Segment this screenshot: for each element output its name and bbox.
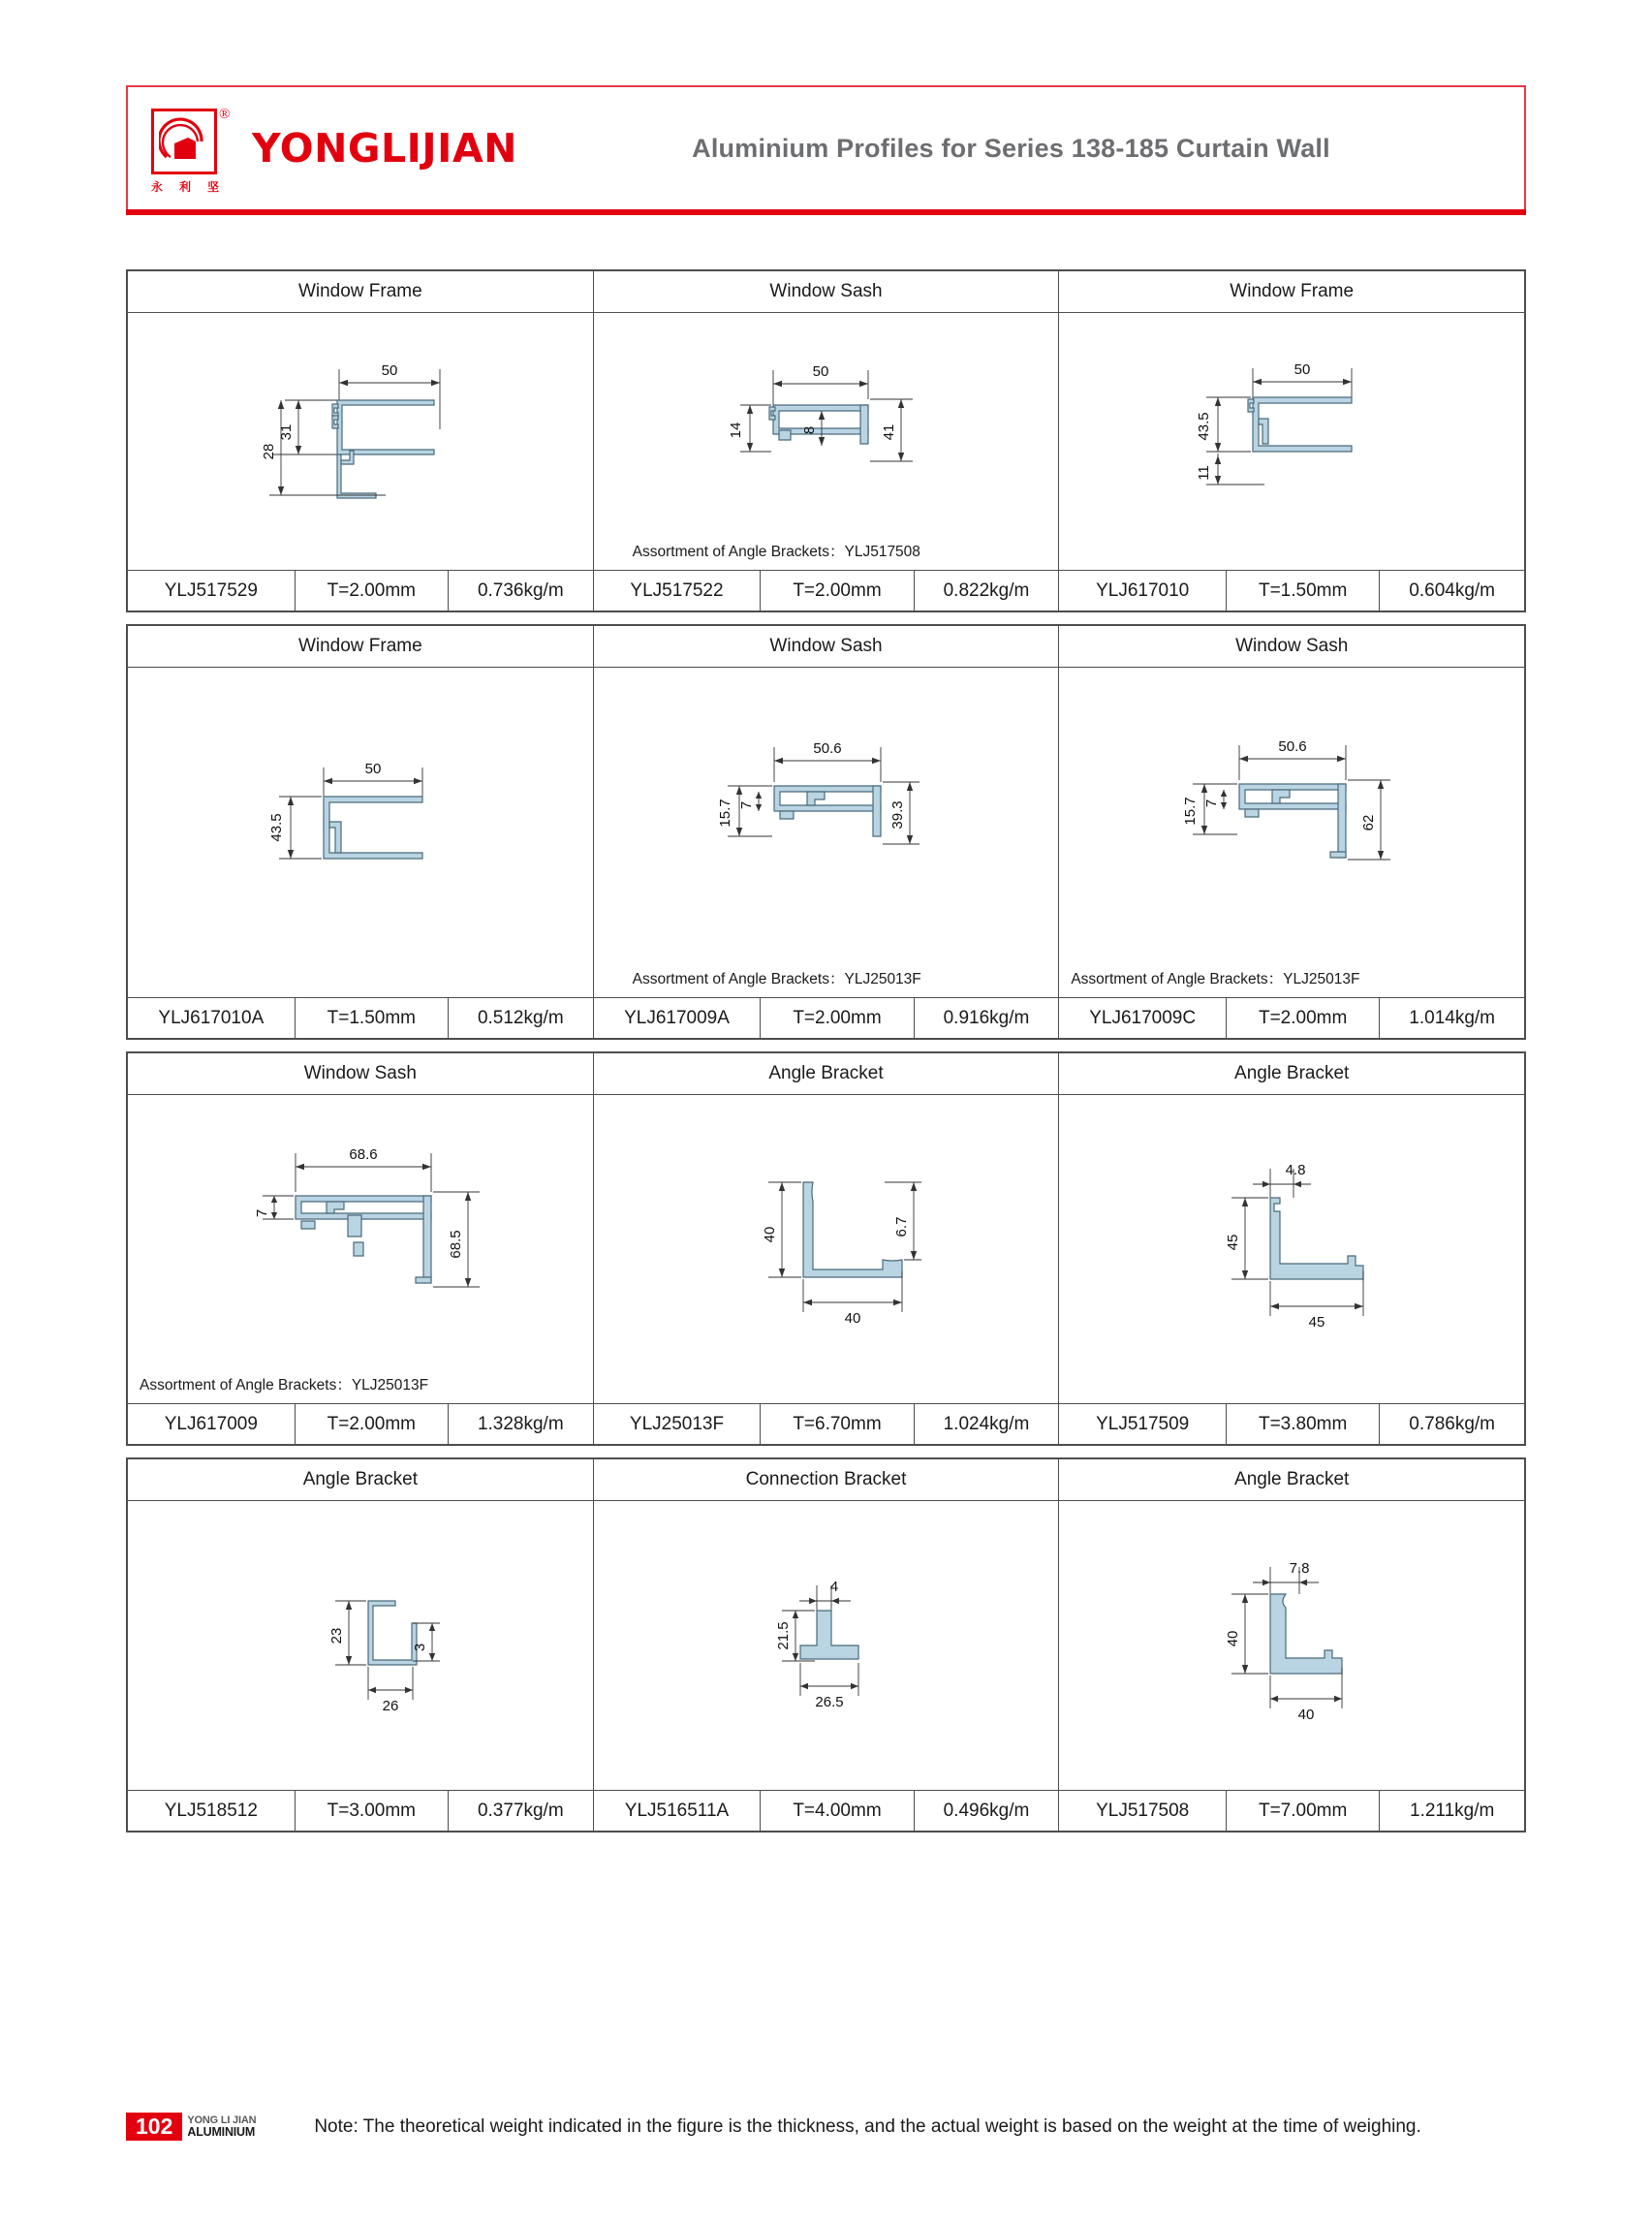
logo-swoosh-icon — [159, 116, 209, 167]
category-label: Angle Bracket — [128, 1459, 594, 1500]
profile-drawing — [594, 1501, 1059, 1790]
company-logo — [128, 107, 517, 194]
spec-row — [128, 1403, 1524, 1444]
profile-weight: 0.496kg/m — [943, 1800, 1030, 1821]
profile-cell — [594, 1095, 1060, 1403]
profile-thickness: T=3.80mm — [1227, 1404, 1380, 1444]
category-label: Window Sash — [128, 1053, 594, 1094]
profile-code: YLJ517509 — [1059, 1404, 1227, 1444]
footer-brand — [187, 2115, 256, 2139]
spec-row — [128, 997, 1524, 1038]
category-label: Window Sash — [594, 271, 1060, 312]
svg-text:45: 45 — [1308, 1313, 1325, 1331]
svg-text:62: 62 — [1360, 814, 1378, 830]
profile-cell — [128, 313, 594, 570]
logo-cn-char-3: 坚 — [206, 180, 219, 194]
profile-drawing — [128, 668, 593, 997]
category-header-row — [128, 1053, 1524, 1095]
spec-group — [1059, 998, 1524, 1038]
svg-text:50: 50 — [812, 363, 828, 380]
svg-text:50: 50 — [381, 361, 398, 379]
category-label: Window Frame — [128, 271, 594, 312]
svg-text:40: 40 — [844, 1309, 860, 1327]
profile-code: YLJ617009 — [128, 1404, 296, 1444]
profile-row-block — [126, 624, 1526, 1040]
profile-drawing — [594, 313, 1059, 540]
profile-grid — [126, 269, 1526, 1844]
page-title: Aluminium Profiles for Series 138-185 Curtain Wall — [692, 133, 1330, 163]
profile-code: YLJ518512 — [128, 1791, 296, 1831]
svg-text:7.8: 7.8 — [1289, 1560, 1310, 1577]
svg-text:7: 7 — [737, 800, 755, 809]
profile-weight: 0.377kg/m — [477, 1800, 564, 1821]
category-label: Window Sash — [1235, 636, 1349, 656]
svg-text:28: 28 — [260, 443, 277, 459]
spec-group — [1059, 1404, 1524, 1444]
profile-thickness: T=2.00mm — [1227, 998, 1380, 1038]
svg-text:11: 11 — [1196, 465, 1213, 481]
spec-group — [128, 998, 594, 1038]
svg-text:50.6: 50.6 — [1278, 737, 1307, 755]
profile-thickness: T=1.50mm — [1227, 571, 1380, 611]
profile-code: YLJ516511A — [594, 1791, 762, 1831]
spec-group — [594, 571, 1060, 611]
profile-code: YLJ25013F — [594, 1404, 762, 1444]
svg-text:50: 50 — [1294, 361, 1311, 378]
profile-drawing — [1059, 313, 1524, 570]
profile-thickness: T=2.00mm — [296, 571, 449, 611]
profile-cell — [128, 1501, 594, 1790]
brand-name: YONGLIJIAN — [252, 125, 517, 172]
profile-thickness: T=6.70mm — [761, 1404, 914, 1444]
svg-text:39.3: 39.3 — [888, 799, 906, 830]
profile-weight: 0.604kg/m — [1409, 579, 1496, 601]
profile-cell — [1059, 313, 1524, 570]
logo-chinese-name — [151, 178, 219, 195]
footer-brand-line1: YONG LI JIAN — [187, 2114, 257, 2126]
profile-weight: 1.014kg/m — [1409, 1007, 1496, 1028]
profile-drawing — [128, 1501, 593, 1790]
footer-note: Note: The theoretical weight indicated in the figure is the thickness, and the actual weight is based on the weight at the time of weighing. — [314, 2115, 1421, 2137]
profile-cell — [1059, 1501, 1524, 1790]
profile-weight: 0.916kg/m — [943, 1007, 1030, 1028]
profile-drawing — [1059, 1095, 1524, 1403]
assortment-note: Assortment of Angle Brackets：YLJ25013F — [140, 1377, 429, 1394]
category-label: Angle Bracket — [594, 1053, 1060, 1094]
page-footer — [126, 2113, 1526, 2141]
drawing-row — [128, 313, 1524, 570]
profile-weight: 1.211kg/m — [1410, 1800, 1495, 1821]
spec-row — [128, 570, 1524, 611]
svg-text:7: 7 — [253, 1208, 270, 1217]
profile-weight: 0.822kg/m — [943, 579, 1030, 601]
profile-thickness: T=3.00mm — [296, 1791, 449, 1831]
spec-group — [1059, 1791, 1524, 1831]
svg-text:4.8: 4.8 — [1285, 1161, 1306, 1178]
profile-thickness: T=2.00mm — [296, 1404, 449, 1444]
profile-cell — [1059, 1095, 1524, 1403]
profile-code: YLJ617009A — [594, 998, 762, 1038]
svg-text:21.5: 21.5 — [774, 1621, 792, 1650]
category-header-row — [128, 1459, 1524, 1501]
category-label: Window Frame — [128, 626, 594, 667]
assortment-note: Assortment of Angle Brackets：YLJ25013F — [632, 971, 921, 987]
profile-weight: 1.328kg/m — [477, 1413, 564, 1434]
profile-code: YLJ517508 — [1059, 1791, 1227, 1831]
profile-weight: 1.024kg/m — [943, 1413, 1030, 1434]
profile-cell — [1059, 668, 1524, 997]
svg-text:40: 40 — [1225, 1630, 1242, 1647]
profile-thickness: T=2.00mm — [761, 998, 914, 1038]
category-label: Window Sash — [594, 626, 1060, 667]
svg-text:41: 41 — [880, 423, 897, 441]
svg-text:26.5: 26.5 — [814, 1694, 844, 1710]
spec-group — [128, 571, 594, 611]
svg-text:43.5: 43.5 — [267, 813, 285, 842]
category-label: Window Frame — [1230, 281, 1355, 301]
spec-group — [594, 998, 1060, 1038]
profile-cell — [594, 668, 1060, 997]
logo-cn-char-2: 利 — [178, 180, 191, 194]
spec-group — [1059, 571, 1524, 611]
svg-text:50: 50 — [364, 761, 382, 777]
drawing-row — [128, 1501, 1524, 1790]
category-label: Connection Bracket — [594, 1459, 1060, 1500]
svg-text:4: 4 — [829, 1579, 838, 1595]
page-header — [126, 85, 1526, 211]
svg-text:45: 45 — [1225, 1234, 1242, 1250]
profile-code: YLJ617010A — [128, 998, 296, 1038]
svg-text:15.7: 15.7 — [716, 798, 733, 828]
profile-thickness: T=2.00mm — [761, 571, 914, 611]
svg-text:68.5: 68.5 — [447, 1229, 464, 1259]
profile-thickness: T=1.50mm — [296, 998, 449, 1038]
spec-group — [594, 1791, 1060, 1831]
footer-brand-line2: ALUMINIUM — [187, 2124, 256, 2139]
logo-cn-char-1: 永 — [151, 180, 164, 194]
svg-text:43.5: 43.5 — [1196, 412, 1213, 441]
spec-row — [128, 1790, 1524, 1831]
svg-text:14: 14 — [727, 422, 744, 439]
category-label: Angle Bracket — [1234, 1469, 1350, 1489]
spec-group — [128, 1791, 594, 1831]
page-number-badge: 102 — [126, 2113, 182, 2141]
svg-text:6.7: 6.7 — [892, 1216, 910, 1237]
profile-row-block — [126, 269, 1526, 612]
profile-drawing — [594, 1095, 1059, 1403]
category-header-row — [128, 626, 1524, 668]
profile-cell — [128, 1095, 594, 1403]
profile-drawing — [594, 668, 1059, 967]
svg-text:40: 40 — [761, 1226, 778, 1242]
profile-drawing — [1059, 1501, 1524, 1790]
profile-drawing — [1059, 668, 1524, 967]
spec-group — [128, 1404, 594, 1444]
profile-code: YLJ617009C — [1059, 998, 1227, 1038]
profile-row-block — [126, 1051, 1526, 1446]
drawing-row — [128, 1095, 1524, 1403]
profile-cell — [128, 668, 594, 997]
profile-thickness: T=4.00mm — [761, 1791, 914, 1831]
profile-thickness: T=7.00mm — [1227, 1791, 1380, 1831]
svg-text:68.6: 68.6 — [349, 1145, 378, 1163]
profile-cell — [594, 313, 1060, 570]
category-label: Angle Bracket — [1234, 1063, 1350, 1083]
assortment-note: Assortment of Angle Brackets：YLJ517508 — [632, 544, 920, 560]
drawing-row — [128, 668, 1524, 997]
profile-code: YLJ517529 — [128, 571, 296, 611]
profile-weight: 0.512kg/m — [477, 1007, 564, 1028]
spec-group — [594, 1404, 1060, 1444]
svg-text:15.7: 15.7 — [1182, 796, 1200, 826]
category-header-row — [128, 271, 1524, 313]
logo-mark-icon — [151, 107, 234, 194]
svg-text:50.6: 50.6 — [812, 739, 842, 757]
registered-mark: ® — [219, 107, 231, 122]
profile-weight: 0.736kg/m — [477, 579, 564, 601]
profile-weight: 0.786kg/m — [1409, 1413, 1496, 1434]
profile-code: YLJ617010 — [1059, 571, 1227, 611]
svg-text:8: 8 — [800, 425, 818, 435]
profile-cell — [594, 1501, 1060, 1790]
profile-row-block — [126, 1457, 1526, 1832]
svg-text:26: 26 — [382, 1698, 399, 1714]
svg-text:40: 40 — [1297, 1707, 1315, 1723]
profile-drawing — [128, 1095, 593, 1373]
assortment-note: Assortment of Angle Brackets：YLJ25013F — [1071, 971, 1360, 987]
profile-drawing — [128, 313, 593, 570]
svg-text:31: 31 — [277, 423, 295, 440]
svg-text:23: 23 — [327, 1627, 345, 1645]
svg-text:7: 7 — [1203, 799, 1221, 807]
svg-text:3: 3 — [411, 1643, 428, 1652]
profile-code: YLJ517522 — [594, 571, 762, 611]
